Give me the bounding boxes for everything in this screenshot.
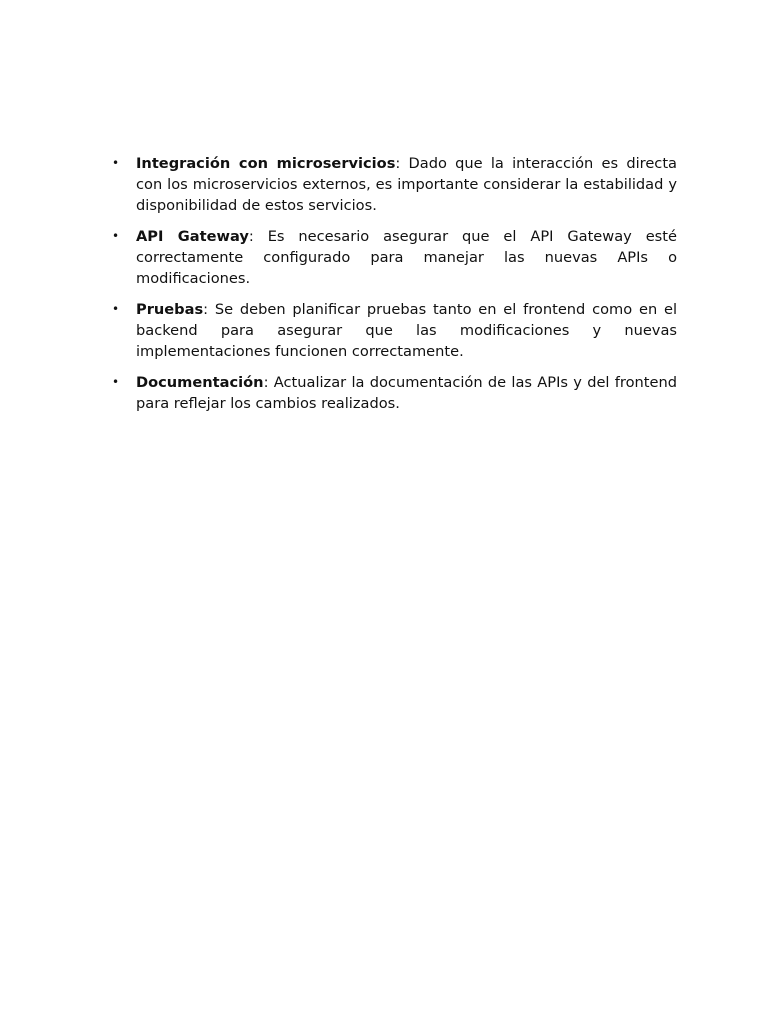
item-term: Documentación: [136, 374, 264, 391]
item-term: Pruebas: [136, 301, 204, 318]
list-item: [104, 226, 677, 289]
list-item: [104, 372, 677, 414]
bullet-icon: •: [112, 302, 120, 316]
bullet-icon: •: [112, 156, 120, 170]
list-item: [104, 299, 677, 362]
item-text: : Se deben planificar pruebas tanto en el frontend como en el backend para asegurar que las modificaciones y nuevas implementaciones funcionen correctamente.: [136, 301, 677, 360]
item-text: : Dado que la interacción es directa con los microservicios externos, es importante considerar la estabilidad y disponibilidad de estos servicios.: [136, 155, 677, 214]
bullet-icon: •: [112, 375, 120, 389]
item-term: API Gateway: [136, 228, 249, 245]
bullet-list: [104, 153, 677, 424]
list-item: [104, 153, 677, 216]
bullet-icon: •: [112, 229, 120, 243]
item-text: : Es necesario asegurar que el API Gateway esté correctamente configurado para manejar las nuevas APIs o modificaciones.: [136, 228, 677, 287]
item-text: : Actualizar la documentación de las APIs y del frontend para reflejar los cambios realizados.: [136, 374, 677, 412]
item-term: Integración con microservicios: [136, 155, 396, 172]
